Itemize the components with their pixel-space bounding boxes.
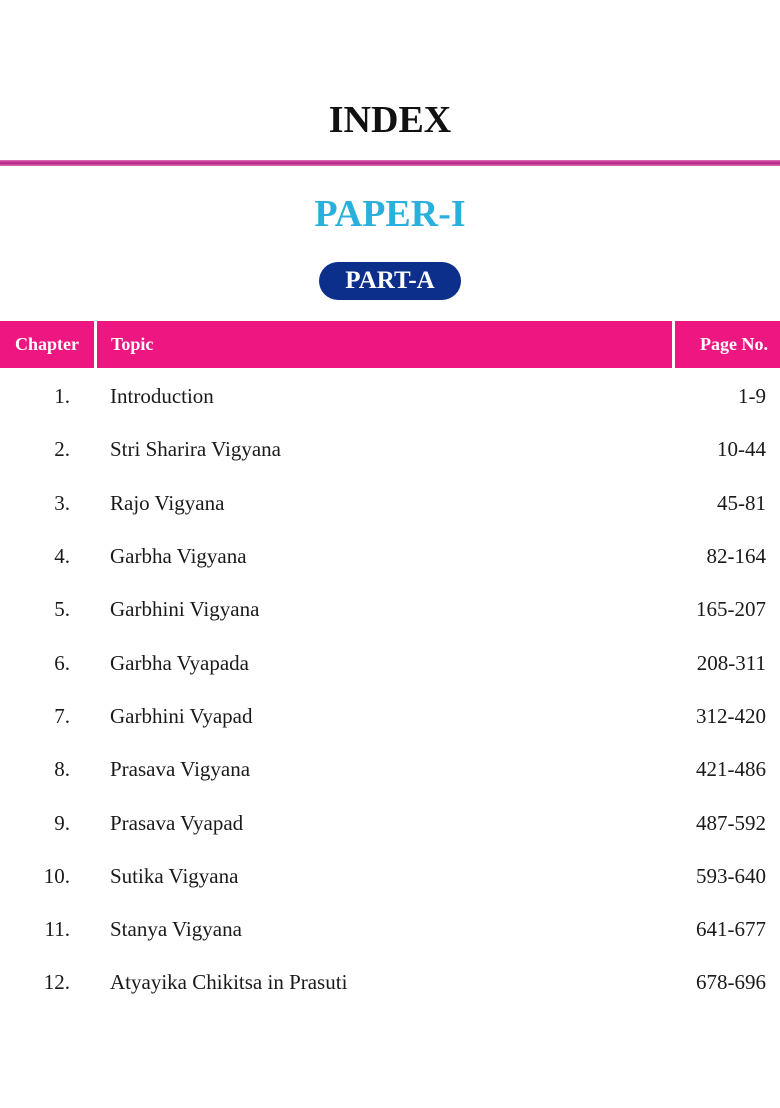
table-row: [0, 956, 780, 1009]
chapter-number: 9.: [54, 810, 70, 835]
header-topic: Topic: [97, 321, 672, 368]
chapter-topic: Rajo Vigyana: [110, 490, 225, 515]
paper-heading: PAPER-I: [314, 193, 466, 235]
page-range: 45-81: [717, 490, 766, 515]
chapter-topic: Atyayika Chikitsa in Prasuti: [110, 970, 348, 995]
chapter-number: 3.: [54, 490, 70, 515]
header-page: Page No.: [675, 321, 780, 368]
table-row: [0, 903, 780, 956]
table-row: [0, 583, 780, 636]
table-row: [0, 796, 780, 849]
chapter-number: 10.: [43, 863, 70, 888]
chapter-number: 4.: [54, 544, 70, 569]
table-row: [0, 477, 780, 530]
table-row: [0, 530, 780, 583]
header-divider: [0, 160, 780, 166]
page-range: 1-9: [738, 384, 766, 409]
chapter-topic: Garbha Vigyana: [110, 544, 247, 569]
chapter-number: 1.: [54, 384, 70, 409]
chapter-number: 12.: [43, 970, 70, 995]
table-row: [0, 636, 780, 689]
part-badge: PART-A: [319, 262, 461, 300]
chapter-topic: Introduction: [110, 384, 214, 409]
chapter-number: 2.: [54, 437, 70, 462]
chapter-number: 7.: [54, 703, 70, 728]
chapter-topic: Prasava Vigyana: [110, 757, 251, 782]
chapter-topic: Stanya Vigyana: [110, 917, 242, 942]
page-range: 641-677: [696, 917, 766, 942]
page-title: INDEX: [328, 99, 452, 141]
chapter-topic: Prasava Vyapad: [110, 810, 244, 835]
table-row: [0, 423, 780, 476]
chapter-number: 5.: [54, 597, 70, 622]
page-range: 165-207: [696, 597, 766, 622]
page-range: 487-592: [696, 810, 766, 835]
chapter-number: 11.: [44, 917, 70, 942]
chapter-topic: Sutika Vigyana: [110, 863, 239, 888]
page-range: 10-44: [717, 437, 766, 462]
header-chapter: Chapter: [0, 321, 94, 368]
page-range: 421-486: [696, 757, 766, 782]
table-row: [0, 690, 780, 743]
table-row: [0, 743, 780, 796]
chapter-topic: Stri Sharira Vigyana: [110, 437, 281, 462]
page-range: 82-164: [706, 544, 766, 569]
table-header: [0, 321, 780, 368]
table-row: [0, 370, 780, 423]
page-range: 312-420: [696, 703, 766, 728]
chapter-number: 6.: [54, 650, 70, 675]
chapter-topic: Garbhini Vigyana: [110, 597, 260, 622]
chapter-topic: Garbhini Vyapad: [110, 703, 253, 728]
chapter-number: 8.: [54, 757, 70, 782]
table-row: [0, 850, 780, 903]
index-table-body: [0, 370, 780, 1010]
chapter-topic: Garbha Vyapada: [110, 650, 249, 675]
page-range: 208-311: [696, 650, 766, 675]
page-range: 678-696: [696, 970, 766, 995]
page-range: 593-640: [696, 863, 766, 888]
